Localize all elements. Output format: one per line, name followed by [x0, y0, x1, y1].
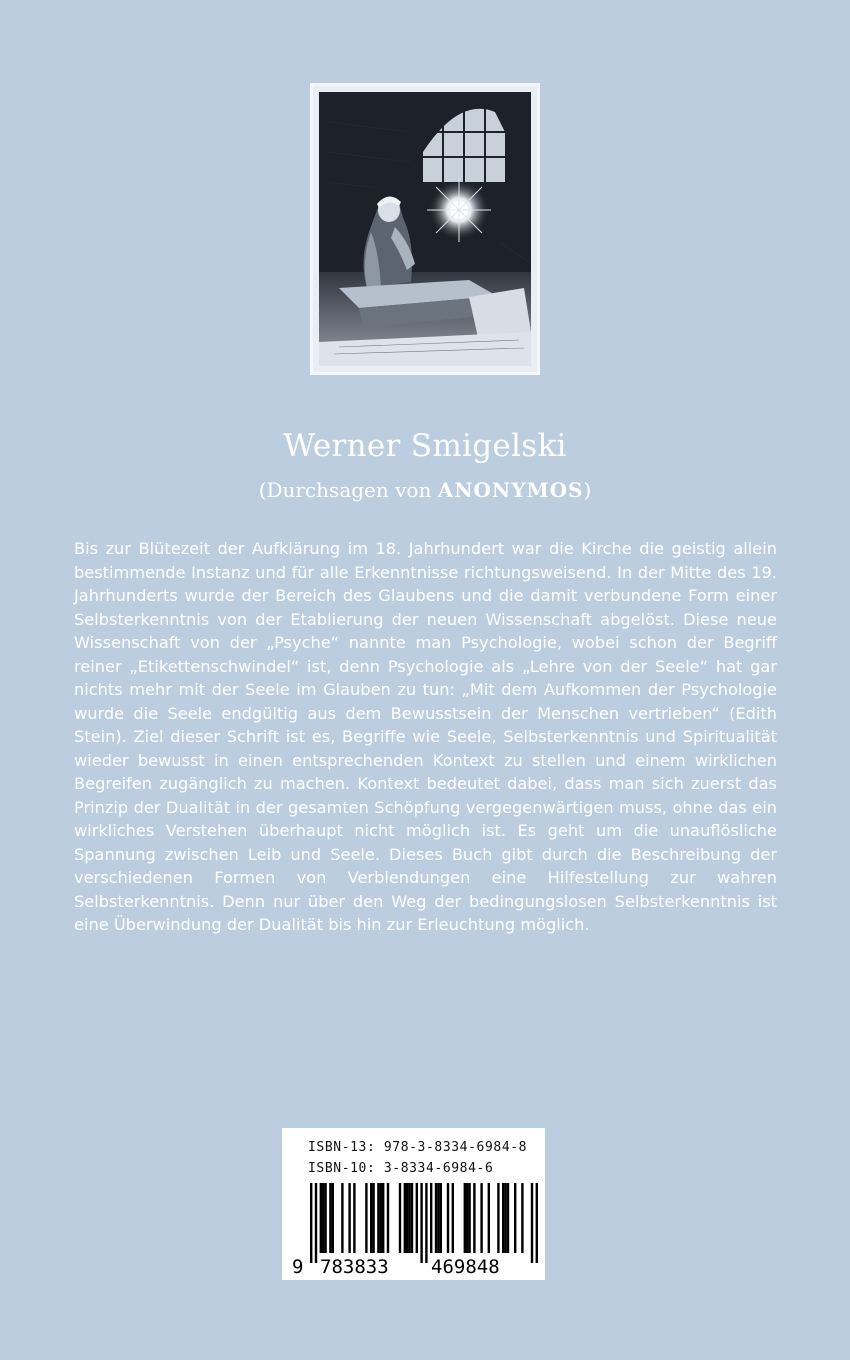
barcode-bar — [447, 1183, 449, 1253]
barcode-bar — [507, 1183, 509, 1253]
barcode-bar — [416, 1183, 418, 1253]
barcode-bar — [332, 1183, 334, 1253]
barcode-bar — [329, 1183, 331, 1253]
barcode-bar — [531, 1183, 533, 1263]
subtitle — [0, 478, 850, 502]
barcode-bar — [377, 1183, 379, 1253]
barcode-bar — [324, 1183, 326, 1253]
barcode-digit-first: 9 — [292, 1256, 304, 1277]
isbn-13: ISBN-13: 978-3-8334-6984-8 — [308, 1140, 528, 1155]
barcode-bar — [348, 1183, 350, 1253]
barcode-bar — [372, 1183, 374, 1253]
barcode-bar — [440, 1183, 442, 1253]
barcode-bar — [430, 1183, 432, 1253]
subtitle-anonymos: ANONYMOS — [437, 478, 584, 502]
barcode-bar — [435, 1183, 437, 1253]
etching-scholar-icon — [319, 92, 531, 366]
barcode-bars — [288, 1183, 540, 1277]
barcode-bar — [408, 1183, 410, 1253]
barcode-bar — [353, 1183, 355, 1253]
barcode-bar — [521, 1183, 523, 1253]
barcode-bar — [341, 1183, 343, 1253]
barcode-bar — [452, 1183, 454, 1253]
author-name: Werner Smigelski — [283, 428, 567, 464]
barcode-bar — [502, 1183, 504, 1253]
subtitle-prefix: (Durchsagen von — [258, 478, 438, 502]
barcode-digits-left: 783833 — [320, 1256, 389, 1277]
barcode-bar — [320, 1183, 322, 1253]
barcode-bar — [315, 1183, 317, 1263]
barcode-bar — [382, 1183, 384, 1253]
barcode-digits-right: 469848 — [431, 1256, 500, 1277]
barcode-bar — [399, 1183, 401, 1253]
barcode-bar — [322, 1183, 324, 1253]
barcode-bar — [387, 1183, 389, 1253]
back-cover-blurb: Bis zur Blütezeit der Aufklärung im 18. Jahrhundert war die Kirche die geistig allein bestimmende Instanz und für alle Erkenntnisse richtungsweisend. In der Mitte des 19. Jahrhunderts wurde der Bereich des Glaubens und die damit verbundene Form einer Selbsterkenntnis von der Etablierung der neuen Wissenschaft abgelöst. Diese neue Wissenschaft von der „Psyche“ nannte man Psychologie, wobei schon der Begriff reiner „Etikettenschwindel“ ist, denn Psychologie als „Lehre von der Seele“ hat gar nichts mehr mit der Seele im Glauben zu tun: „Mit dem Aufkommen der Psychologie wurde die Seele endgültig aus dem Bewusstsein der Menschen vertrieben“ (Edith Stein). Ziel dieser Schrift ist es, Begriffe wie Seele, Selbsterkenntnis und Spiritualität wieder bewusst in einen entsprechenden Kontext zu stellen und einem wirklichen Begreifen zugänglich zu machen. Kontext bedeutet dabei, dass man sich zuerst das Prinzip der Dualität in der gesamten Schöpfung vergegenwärtigen muss, ohne das ein wirkliches Verstehen überhaupt nicht möglich ist. Es geht um die unauflösliche Spannung zwischen Leib und Seele. Dieses Buch gibt durch die Beschreibung der verschiedenen Formen von Verblendungen eine Hilfestellung zur wahren Selbsterkenntnis. Denn nur über den Weg der bedingungslosen Selbsterkenntnis ist eine Überwindung der Dualität bis hin zur Erleuchtung möglich. — [74, 539, 777, 934]
isbn-barcode — [282, 1128, 545, 1280]
barcode-bar — [437, 1183, 439, 1253]
barcode-bar — [466, 1183, 468, 1253]
barcode-bar — [497, 1183, 499, 1253]
barcode-bar — [310, 1183, 312, 1263]
barcode-bar — [504, 1183, 506, 1253]
subtitle-suffix: ) — [583, 478, 592, 502]
barcode-bar — [404, 1183, 406, 1253]
barcode-bar — [468, 1183, 470, 1253]
barcode-bar — [514, 1183, 516, 1253]
barcode-bar — [425, 1183, 427, 1263]
barcode-bar — [406, 1183, 408, 1253]
barcode-bar — [536, 1183, 538, 1263]
barcode-bar — [370, 1183, 372, 1253]
barcode-bar — [420, 1183, 422, 1263]
barcode-bar — [488, 1183, 490, 1253]
barcode-bar — [365, 1183, 367, 1253]
barcode-bar — [464, 1183, 466, 1253]
barcode-bar — [380, 1183, 382, 1253]
barcode-bar — [480, 1183, 482, 1253]
cover-illustration — [310, 83, 540, 375]
barcode-bar — [411, 1183, 413, 1253]
barcode-bar — [473, 1183, 475, 1253]
isbn-10: ISBN-10: 3-8334-6984-6 — [308, 1161, 494, 1176]
